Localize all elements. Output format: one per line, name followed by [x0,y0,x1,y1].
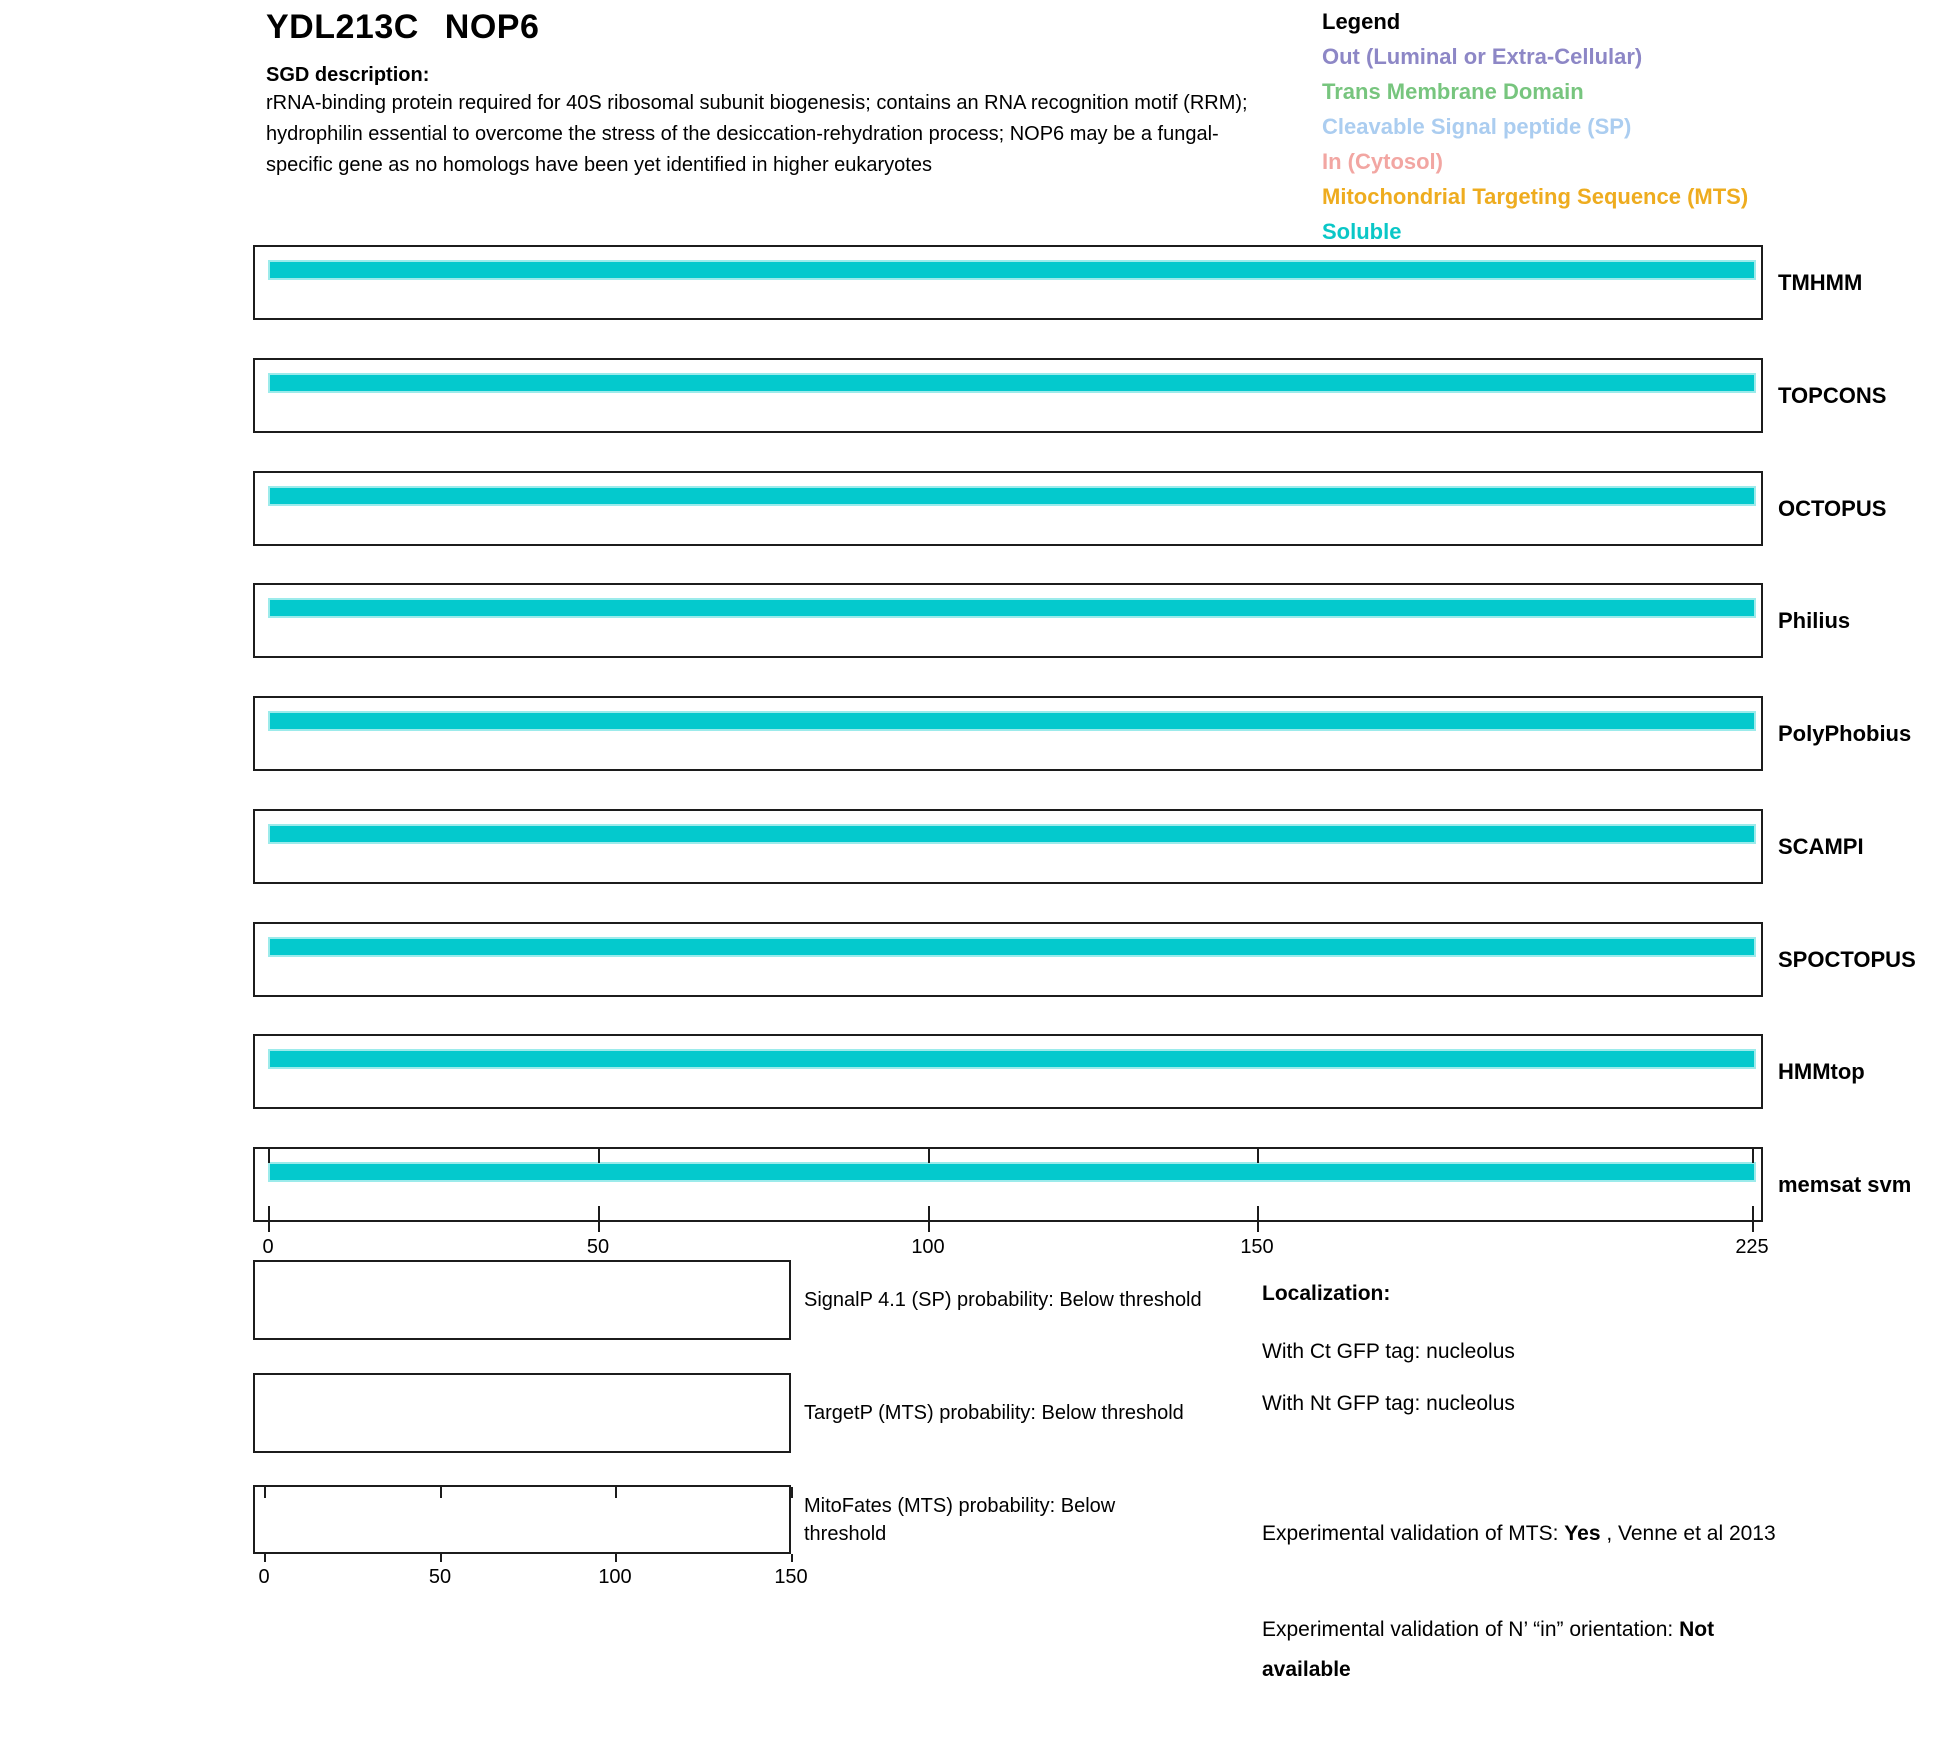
sgd-description-text: rRNA-binding protein required for 40S ribosomal subunit biogenesis; contains an RNA recognition motif (RRM); hydrophilin essential to overcome the stress of the desiccation-rehydration process; NOP6 may be a fungal-specific gene as no homologs have been yet identified in higher eukaryotes [266,92,1248,176]
scale-tick-top [268,1149,270,1163]
soluble-bar [268,486,1756,506]
soluble-bar [268,824,1756,844]
prob-plot-label-line: MitoFates (MTS) probability: Below [804,1494,1116,1517]
axis-tick-label: 100 [911,1236,945,1258]
legend-item: Soluble [1322,219,1402,244]
legend-items [1322,39,1748,249]
axis-tick [268,1222,270,1232]
axis-tick [1257,1222,1259,1232]
legend-item: Out (Luminal or Extra-Cellular) [1322,44,1643,69]
legend-item: In (Cytosol) [1322,149,1443,174]
scale-tick-bottom [1257,1206,1259,1220]
track-label: OCTOPUS [1778,495,1887,521]
track-box [253,809,1763,884]
track-label: memsat svm [1778,1171,1912,1197]
track-box [253,1034,1763,1109]
prob-axis-tick [791,1554,793,1562]
mts-validation-line [1262,1522,1776,1546]
track-label: HMMtop [1778,1058,1865,1084]
legend-title: Legend [1322,9,1401,34]
track-label: SCAMPI [1778,833,1864,859]
track-box [253,245,1763,320]
prob-plot-label [804,1373,1184,1453]
track-box [253,471,1763,546]
prob-axis-tick [615,1554,617,1562]
track-box [253,696,1763,771]
localization-ct-gfp: With Ct GFP tag: nucleolus [1262,1340,1515,1363]
track-label: TOPCONS [1778,382,1887,408]
prob-scale-tick-top [791,1487,793,1498]
legend-item: Mitochondrial Targeting Sequence (MTS) [1322,184,1749,209]
axis-tick-label: 150 [1240,1236,1274,1258]
track-box [253,358,1763,433]
orf-name: YDL213C [266,8,419,46]
scale-tick-bottom [1752,1206,1754,1220]
legend-item: Trans Membrane Domain [1322,79,1584,104]
prob-axis-tick-label: 50 [428,1566,452,1588]
soluble-bar [268,711,1756,731]
prob-axis-tick-label: 100 [598,1566,632,1588]
soluble-bar [268,1049,1756,1069]
orientation-validation-prefix: Experimental validation of N’ “in” orientation: [1262,1618,1680,1641]
scale-tick-top [598,1149,600,1163]
axis-tick [598,1222,600,1232]
axis-tick [928,1222,930,1232]
page-title [266,8,539,47]
track-label: TMHMM [1778,269,1863,295]
soluble-bar [268,1162,1756,1182]
legend-item: Cleavable Signal peptide (SP) [1322,114,1632,139]
scale-tick-bottom [598,1206,600,1220]
scale-tick-bottom [268,1206,270,1220]
localization-nt-gfp: With Nt GFP tag: nucleolus [1262,1392,1515,1415]
track-box [253,583,1763,658]
prob-scale-tick-top [264,1487,266,1498]
prob-plot-label-line: threshold [804,1522,887,1545]
prob-box [253,1373,791,1453]
localization-title: Localization: [1262,1282,1391,1305]
scale-tick-bottom [928,1206,930,1220]
mts-validation-prefix: Experimental validation of MTS: [1262,1522,1565,1545]
axis-tick-label: 0 [262,1236,274,1258]
prob-axis-tick-label: 0 [258,1566,270,1588]
prob-axis-tick [440,1554,442,1562]
track-box [253,1147,1763,1222]
prob-axis-tick [264,1554,266,1562]
legend [1322,4,1748,249]
prob-plot-label-line: SignalP 4.1 (SP) probability: Below threshold [804,1289,1202,1311]
scale-tick-top [928,1149,930,1163]
mts-validation-reference: , Venne et al 2013 [1600,1522,1776,1545]
scale-tick-top [1752,1149,1754,1163]
soluble-bar [268,260,1756,280]
soluble-bar [268,373,1756,393]
track-label: PolyPhobius [1778,720,1912,746]
prob-plot-label [804,1260,1202,1340]
orientation-validation-line [1262,1610,1802,1690]
prob-axis-tick-label: 150 [774,1566,808,1588]
axis-tick [1752,1222,1754,1232]
prob-scale-tick-top [615,1487,617,1498]
mts-validation-value: Yes [1564,1522,1601,1545]
track-box [253,922,1763,997]
scale-tick-top [1257,1149,1259,1163]
track-label: Philius [1778,607,1851,633]
sgd-description-label: SGD description: [266,64,430,86]
track-label: SPOCTOPUS [1778,946,1916,972]
gene-name: NOP6 [444,8,540,46]
orientation-validation-value: Not available [1262,1618,1715,1681]
prob-plot-label [804,1485,1115,1554]
soluble-bar [268,937,1756,957]
prob-box [253,1260,791,1340]
prob-box [253,1485,791,1554]
prob-scale-tick-top [440,1487,442,1498]
axis-tick-label: 225 [1735,1236,1769,1258]
prob-plot-label-line: TargetP (MTS) probability: Below threshold [804,1402,1184,1424]
soluble-bar [268,598,1756,618]
axis-tick-label: 50 [586,1236,610,1258]
